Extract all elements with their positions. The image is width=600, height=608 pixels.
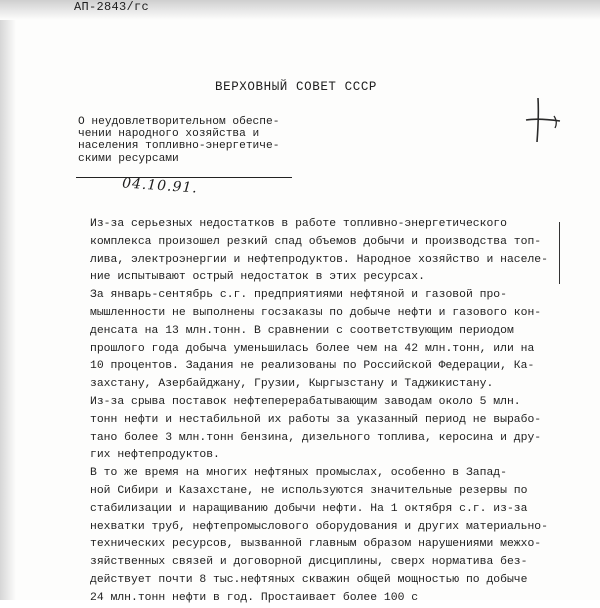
body-line: В то же время на многих нефтяных промыслах, особенно в Запад- [90, 467, 507, 480]
body-line: ние испытывают острый недостаток в этих ресурсах. [90, 271, 425, 284]
body-line: лива, электроэнергии и нефтепродуктов. Народное хозяйство и населе- [90, 253, 548, 266]
body-line: За январь-сентябрь с.г. предприятиями нефтяной и газовой про- [90, 289, 507, 302]
scan-left-shadow [0, 0, 16, 600]
body-line: ной Сибири и Казахстане, не используются значительные резервы по [90, 484, 528, 497]
body-line: Из-за серьезных недостатков в работе топливно-энергетического [90, 218, 507, 230]
body-line: прошлого года добыча уменьшилась более чем на 42 млн.тонн, или на [90, 342, 535, 355]
body-line: 10 процентов. Задания не реализованы по Российской Федерации, Ка- [90, 360, 535, 373]
subject-line: населения топливно-энергетиче- [78, 140, 280, 153]
subject-underline [76, 177, 292, 178]
document-reference-number: АП-2843/гс [74, 0, 150, 14]
subject-line: О неудовлетворительном обеспе- [78, 116, 280, 128]
body-line: комплекса произошел резкий спад объемов добычи и производства топ- [90, 235, 542, 248]
margin-bracket [554, 222, 560, 284]
subject-block [78, 116, 279, 165]
handwritten-margin-mark-icon [524, 92, 564, 152]
body-line: денсата на 13 млн.тонн. В сравнении с соответствующим периодом [90, 324, 514, 337]
body-line: мышленности не выполнены госзаказы по добыче нефти и газового кон- [90, 306, 542, 319]
body-line: зяйственных связей и договорной дисциплины, сверх норматива без- [90, 556, 528, 569]
body-line: 24 млн.тонн нефти в год. Простаивает более 100 с [90, 591, 419, 604]
subject-line: скими ресурсами [78, 152, 179, 165]
body-line: гих нефтепродуктов. [90, 449, 220, 462]
body-line: Из-за срыва поставок нефтеперерабатывающим заводам около 5 млн. [90, 395, 521, 408]
body-line: действует почти 8 тыс.нефтяных скважин общей мощностью по добыче [90, 573, 528, 586]
body-line: стабилизации и наращиванию добычи нефти. На 1 октября с.г. из-за [90, 502, 528, 515]
handwritten-date: 04.10.91. [121, 175, 199, 197]
document-heading: ВЕРХОВНЫЙ СОВЕТ СССР [215, 80, 378, 94]
subject-line: чении народного хозяйства и [78, 128, 260, 141]
body-line: захстану, Азербайджану, Грузии, Кыргызстану и Таджикистану. [90, 378, 494, 391]
body-line: тано более 3 млн.тонн бензина, дизельного топлива, керосина и дру- [90, 431, 542, 444]
body-line: тонн нефти и нестабильной их работы за указанный период не вырабо- [90, 413, 542, 426]
body-line: технических ресурсов, вызванной главным образом нарушениями межхо- [90, 538, 542, 551]
body-line: нехватки труб, нефтепромыслового оборудования и других материально- [90, 520, 548, 533]
document-body [90, 216, 548, 608]
